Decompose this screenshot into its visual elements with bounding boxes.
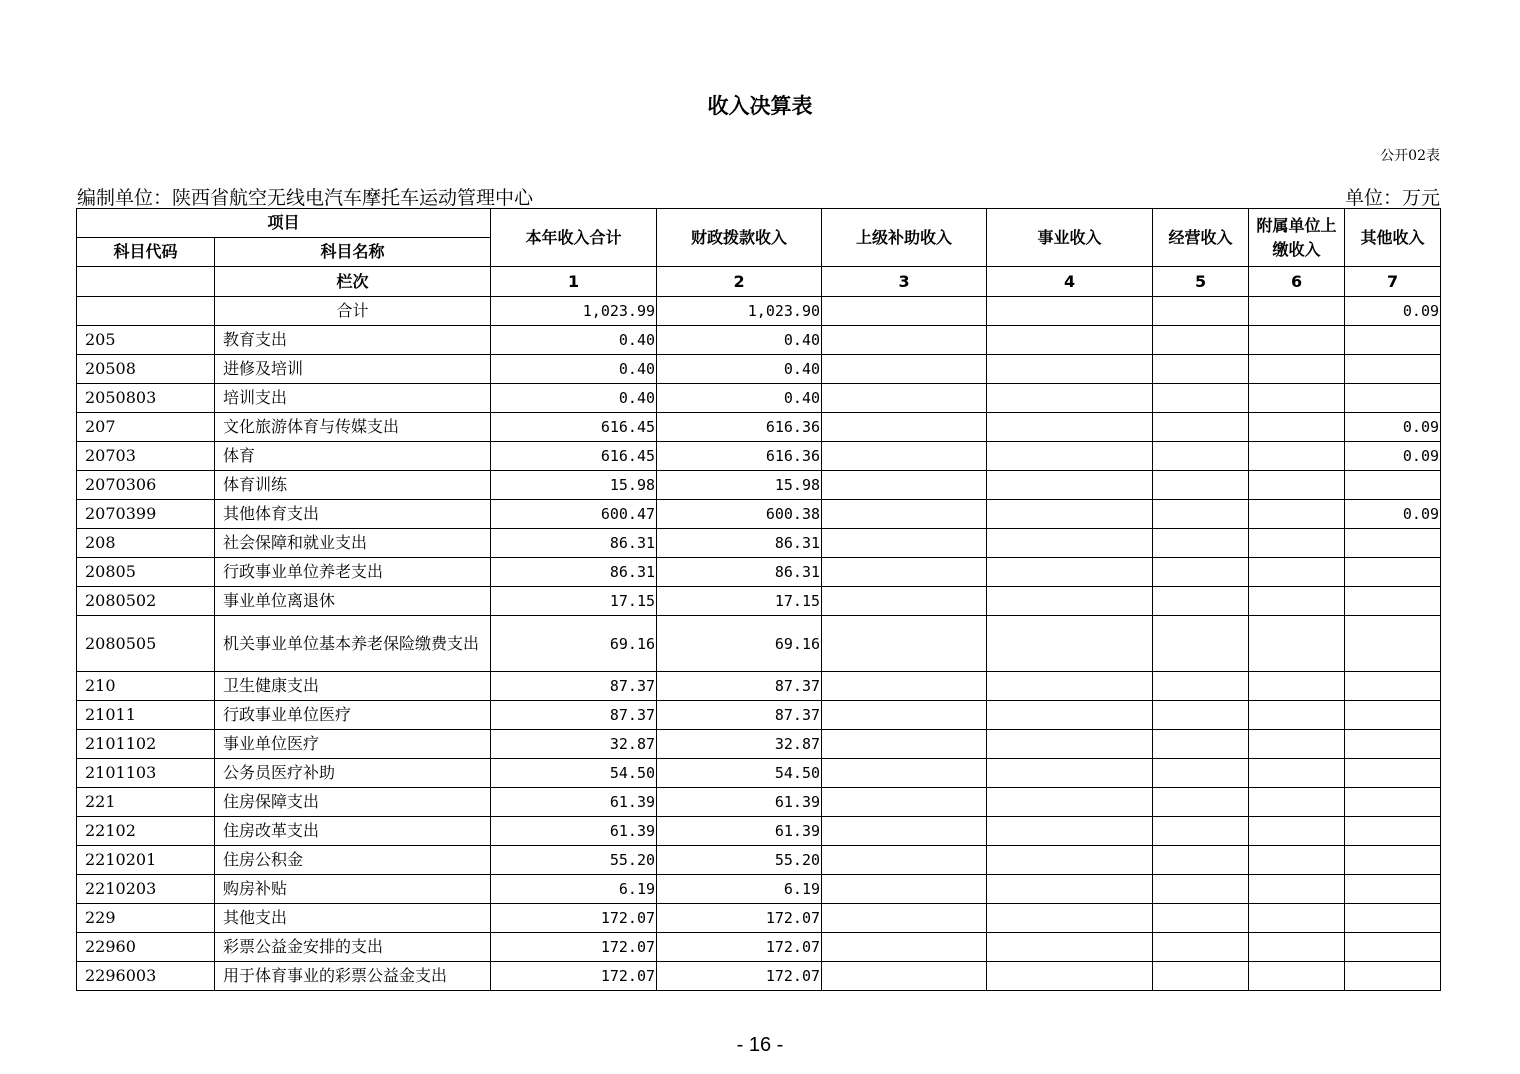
row-code: 210 [77, 672, 215, 701]
row-fiscal-income: 55.20 [657, 846, 822, 875]
header-fiscal-income: 财政拨款收入 [657, 209, 822, 267]
row-superior-subsidy [822, 730, 987, 759]
row-business-income [987, 500, 1153, 529]
row-other-income [1345, 355, 1441, 384]
table-row [77, 875, 1441, 904]
row-fiscal-income: 61.39 [657, 817, 822, 846]
row-superior-subsidy [822, 471, 987, 500]
row-total-income: 69.16 [491, 616, 657, 672]
currency-unit: 单位：万元 [1344, 187, 1440, 209]
total-c6 [1249, 297, 1345, 326]
row-affiliate-income [1249, 788, 1345, 817]
row-affiliate-income [1249, 933, 1345, 962]
row-name: 用于体育事业的彩票公益金支出 [215, 962, 491, 991]
row-operating-income [1153, 962, 1249, 991]
row-total-income: 172.07 [491, 904, 657, 933]
row-affiliate-income [1249, 355, 1345, 384]
row-affiliate-income [1249, 701, 1345, 730]
unit-row [77, 183, 1440, 209]
row-superior-subsidy [822, 672, 987, 701]
col-number-6: 6 [1249, 267, 1345, 297]
row-fiscal-income: 600.38 [657, 500, 822, 529]
row-fiscal-income: 54.50 [657, 759, 822, 788]
row-fiscal-income: 87.37 [657, 672, 822, 701]
row-operating-income [1153, 875, 1249, 904]
row-code: 2101102 [77, 730, 215, 759]
row-business-income [987, 587, 1153, 616]
table-row [77, 701, 1441, 730]
row-business-income [987, 471, 1153, 500]
row-name: 文化旅游体育与传媒支出 [215, 413, 491, 442]
row-business-income [987, 788, 1153, 817]
row-total-income: 61.39 [491, 817, 657, 846]
row-total-income: 0.40 [491, 326, 657, 355]
row-code: 20508 [77, 355, 215, 384]
row-name: 事业单位离退休 [215, 587, 491, 616]
row-business-income [987, 730, 1153, 759]
row-business-income [987, 616, 1153, 672]
header-name: 科目名称 [215, 238, 491, 267]
row-other-income [1345, 529, 1441, 558]
row-business-income [987, 846, 1153, 875]
table-row [77, 672, 1441, 701]
row-name: 体育训练 [215, 471, 491, 500]
row-operating-income [1153, 788, 1249, 817]
table-row [77, 587, 1441, 616]
row-affiliate-income [1249, 817, 1345, 846]
row-fiscal-income: 172.07 [657, 962, 822, 991]
row-fiscal-income: 172.07 [657, 933, 822, 962]
row-other-income [1345, 558, 1441, 587]
row-operating-income [1153, 933, 1249, 962]
row-fiscal-income: 616.36 [657, 442, 822, 471]
row-superior-subsidy [822, 962, 987, 991]
row-other-income [1345, 326, 1441, 355]
row-affiliate-income [1249, 616, 1345, 672]
total-c3 [822, 297, 987, 326]
row-total-income: 61.39 [491, 788, 657, 817]
row-code: 20805 [77, 558, 215, 587]
row-other-income [1345, 962, 1441, 991]
col-number-2: 2 [657, 267, 822, 297]
header-lanci: 栏次 [215, 267, 491, 297]
row-affiliate-income [1249, 846, 1345, 875]
row-name: 购房补贴 [215, 875, 491, 904]
row-affiliate-income [1249, 500, 1345, 529]
col-number-7: 7 [1345, 267, 1441, 297]
row-name: 教育支出 [215, 326, 491, 355]
row-fiscal-income: 86.31 [657, 558, 822, 587]
table-body [77, 297, 1441, 991]
row-code: 20703 [77, 442, 215, 471]
table-row [77, 933, 1441, 962]
row-name: 进修及培训 [215, 355, 491, 384]
row-other-income [1345, 672, 1441, 701]
row-other-income: 0.09 [1345, 442, 1441, 471]
table-row [77, 384, 1441, 413]
total-c4 [987, 297, 1153, 326]
header-item: 项目 [77, 209, 491, 238]
row-business-income [987, 962, 1153, 991]
row-operating-income [1153, 413, 1249, 442]
table-number: 公开02表 [1380, 148, 1440, 164]
row-fiscal-income: 87.37 [657, 701, 822, 730]
table-header [77, 209, 1441, 297]
row-fiscal-income: 17.15 [657, 587, 822, 616]
header-total-income: 本年收入合计 [491, 209, 657, 267]
compiling-unit: 编制单位：陕西省航空无线电汽车摩托车运动管理中心 [77, 187, 534, 209]
row-business-income [987, 529, 1153, 558]
table-row [77, 788, 1441, 817]
row-business-income [987, 413, 1153, 442]
row-total-income: 86.31 [491, 529, 657, 558]
total-c2: 1,023.90 [657, 297, 822, 326]
row-affiliate-income [1249, 326, 1345, 355]
table-row [77, 558, 1441, 587]
row-superior-subsidy [822, 326, 987, 355]
row-code: 2296003 [77, 962, 215, 991]
row-name: 其他支出 [215, 904, 491, 933]
total-label: 合计 [215, 297, 491, 326]
row-superior-subsidy [822, 759, 987, 788]
row-fiscal-income: 0.40 [657, 355, 822, 384]
row-total-income: 87.37 [491, 672, 657, 701]
row-superior-subsidy [822, 442, 987, 471]
row-affiliate-income [1249, 384, 1345, 413]
row-operating-income [1153, 587, 1249, 616]
row-other-income [1345, 875, 1441, 904]
row-name: 公务员医疗补助 [215, 759, 491, 788]
row-total-income: 32.87 [491, 730, 657, 759]
row-affiliate-income [1249, 587, 1345, 616]
row-superior-subsidy [822, 846, 987, 875]
row-fiscal-income: 32.87 [657, 730, 822, 759]
row-business-income [987, 933, 1153, 962]
row-name: 其他体育支出 [215, 500, 491, 529]
row-operating-income [1153, 701, 1249, 730]
header-business-income: 事业收入 [987, 209, 1153, 267]
row-business-income [987, 672, 1153, 701]
row-affiliate-income [1249, 904, 1345, 933]
page-title: 收入决算表 [707, 94, 813, 118]
header-operating-income: 经营收入 [1153, 209, 1249, 267]
header-superior-subsidy: 上级补助收入 [822, 209, 987, 267]
row-operating-income [1153, 672, 1249, 701]
row-operating-income [1153, 326, 1249, 355]
row-other-income [1345, 846, 1441, 875]
col-number-5: 5 [1153, 267, 1249, 297]
row-business-income [987, 759, 1153, 788]
row-name: 机关事业单位基本养老保险缴费支出 [215, 616, 491, 672]
row-name: 行政事业单位养老支出 [215, 558, 491, 587]
row-code: 221 [77, 788, 215, 817]
col-number-1: 1 [491, 267, 657, 297]
row-code: 2101103 [77, 759, 215, 788]
row-operating-income [1153, 355, 1249, 384]
table-row [77, 962, 1441, 991]
row-superior-subsidy [822, 701, 987, 730]
row-other-income [1345, 616, 1441, 672]
row-name: 培训支出 [215, 384, 491, 413]
row-superior-subsidy [822, 587, 987, 616]
row-affiliate-income [1249, 875, 1345, 904]
row-other-income [1345, 759, 1441, 788]
table-row [77, 529, 1441, 558]
row-name: 社会保障和就业支出 [215, 529, 491, 558]
row-fiscal-income: 61.39 [657, 788, 822, 817]
row-business-income [987, 558, 1153, 587]
row-total-income: 17.15 [491, 587, 657, 616]
row-business-income [987, 875, 1153, 904]
row-code: 2210201 [77, 846, 215, 875]
row-other-income [1345, 384, 1441, 413]
row-total-income: 54.50 [491, 759, 657, 788]
row-superior-subsidy [822, 616, 987, 672]
total-c5 [1153, 297, 1249, 326]
row-fiscal-income: 69.16 [657, 616, 822, 672]
row-superior-subsidy [822, 355, 987, 384]
row-total-income: 0.40 [491, 355, 657, 384]
row-business-income [987, 384, 1153, 413]
row-affiliate-income [1249, 413, 1345, 442]
table-row [77, 759, 1441, 788]
row-name: 住房保障支出 [215, 788, 491, 817]
row-superior-subsidy [822, 500, 987, 529]
table-row [77, 817, 1441, 846]
row-code: 229 [77, 904, 215, 933]
row-operating-income [1153, 616, 1249, 672]
row-name: 住房公积金 [215, 846, 491, 875]
row-other-income [1345, 817, 1441, 846]
row-total-income: 616.45 [491, 442, 657, 471]
row-code: 2210203 [77, 875, 215, 904]
row-superior-subsidy [822, 384, 987, 413]
row-operating-income [1153, 500, 1249, 529]
row-other-income [1345, 788, 1441, 817]
table-row [77, 730, 1441, 759]
row-operating-income [1153, 558, 1249, 587]
total-c1: 1,023.99 [491, 297, 657, 326]
table-row [77, 326, 1441, 355]
row-affiliate-income [1249, 759, 1345, 788]
page-number: - 16 - [736, 1034, 784, 1056]
row-other-income [1345, 471, 1441, 500]
row-total-income: 87.37 [491, 701, 657, 730]
row-fiscal-income: 0.40 [657, 384, 822, 413]
row-total-income: 616.45 [491, 413, 657, 442]
row-operating-income [1153, 730, 1249, 759]
row-affiliate-income [1249, 962, 1345, 991]
row-affiliate-income [1249, 730, 1345, 759]
table-row [77, 846, 1441, 875]
row-code: 208 [77, 529, 215, 558]
header-affiliate-income: 附属单位上缴收入 [1249, 209, 1345, 267]
row-fiscal-income: 172.07 [657, 904, 822, 933]
row-affiliate-income [1249, 672, 1345, 701]
table-row [77, 500, 1441, 529]
row-code: 2070306 [77, 471, 215, 500]
row-operating-income [1153, 471, 1249, 500]
row-operating-income [1153, 846, 1249, 875]
row-code: 22102 [77, 817, 215, 846]
row-total-income: 600.47 [491, 500, 657, 529]
row-name: 事业单位医疗 [215, 730, 491, 759]
row-code: 2080502 [77, 587, 215, 616]
row-superior-subsidy [822, 788, 987, 817]
row-business-income [987, 355, 1153, 384]
header-other-income: 其他收入 [1345, 209, 1441, 267]
row-other-income: 0.09 [1345, 413, 1441, 442]
row-business-income [987, 817, 1153, 846]
total-row [77, 297, 1441, 326]
row-other-income [1345, 701, 1441, 730]
row-code: 2050803 [77, 384, 215, 413]
row-superior-subsidy [822, 529, 987, 558]
table-row [77, 355, 1441, 384]
row-operating-income [1153, 904, 1249, 933]
row-superior-subsidy [822, 933, 987, 962]
row-total-income: 172.07 [491, 933, 657, 962]
row-other-income [1345, 904, 1441, 933]
row-code: 2080505 [77, 616, 215, 672]
row-other-income: 0.09 [1345, 500, 1441, 529]
row-superior-subsidy [822, 904, 987, 933]
row-name: 住房改革支出 [215, 817, 491, 846]
row-total-income: 86.31 [491, 558, 657, 587]
row-code: 21011 [77, 701, 215, 730]
col-number-4: 4 [987, 267, 1153, 297]
table-row [77, 442, 1441, 471]
row-affiliate-income [1249, 471, 1345, 500]
row-code: 22960 [77, 933, 215, 962]
row-affiliate-income [1249, 529, 1345, 558]
row-name: 彩票公益金安排的支出 [215, 933, 491, 962]
row-business-income [987, 701, 1153, 730]
income-table [76, 208, 1441, 991]
row-total-income: 6.19 [491, 875, 657, 904]
row-operating-income [1153, 384, 1249, 413]
row-code: 207 [77, 413, 215, 442]
table-row [77, 904, 1441, 933]
row-other-income [1345, 587, 1441, 616]
row-total-income: 0.40 [491, 384, 657, 413]
row-total-income: 55.20 [491, 846, 657, 875]
header-blank [77, 267, 215, 297]
row-operating-income [1153, 759, 1249, 788]
row-business-income [987, 904, 1153, 933]
row-affiliate-income [1249, 442, 1345, 471]
row-operating-income [1153, 529, 1249, 558]
row-name: 体育 [215, 442, 491, 471]
table-row [77, 413, 1441, 442]
col-number-3: 3 [822, 267, 987, 297]
total-code [77, 297, 215, 326]
row-fiscal-income: 15.98 [657, 471, 822, 500]
row-superior-subsidy [822, 817, 987, 846]
row-code: 205 [77, 326, 215, 355]
row-affiliate-income [1249, 558, 1345, 587]
row-superior-subsidy [822, 875, 987, 904]
row-superior-subsidy [822, 413, 987, 442]
row-name: 卫生健康支出 [215, 672, 491, 701]
row-fiscal-income: 6.19 [657, 875, 822, 904]
row-business-income [987, 326, 1153, 355]
row-business-income [987, 442, 1153, 471]
row-fiscal-income: 86.31 [657, 529, 822, 558]
table-row [77, 616, 1441, 672]
row-fiscal-income: 0.40 [657, 326, 822, 355]
row-fiscal-income: 616.36 [657, 413, 822, 442]
header-code: 科目代码 [77, 238, 215, 267]
row-total-income: 15.98 [491, 471, 657, 500]
total-c7: 0.09 [1345, 297, 1441, 326]
row-other-income [1345, 730, 1441, 759]
row-total-income: 172.07 [491, 962, 657, 991]
row-operating-income [1153, 442, 1249, 471]
row-name: 行政事业单位医疗 [215, 701, 491, 730]
row-operating-income [1153, 817, 1249, 846]
row-other-income [1345, 933, 1441, 962]
table-row [77, 471, 1441, 500]
row-code: 2070399 [77, 500, 215, 529]
row-superior-subsidy [822, 558, 987, 587]
